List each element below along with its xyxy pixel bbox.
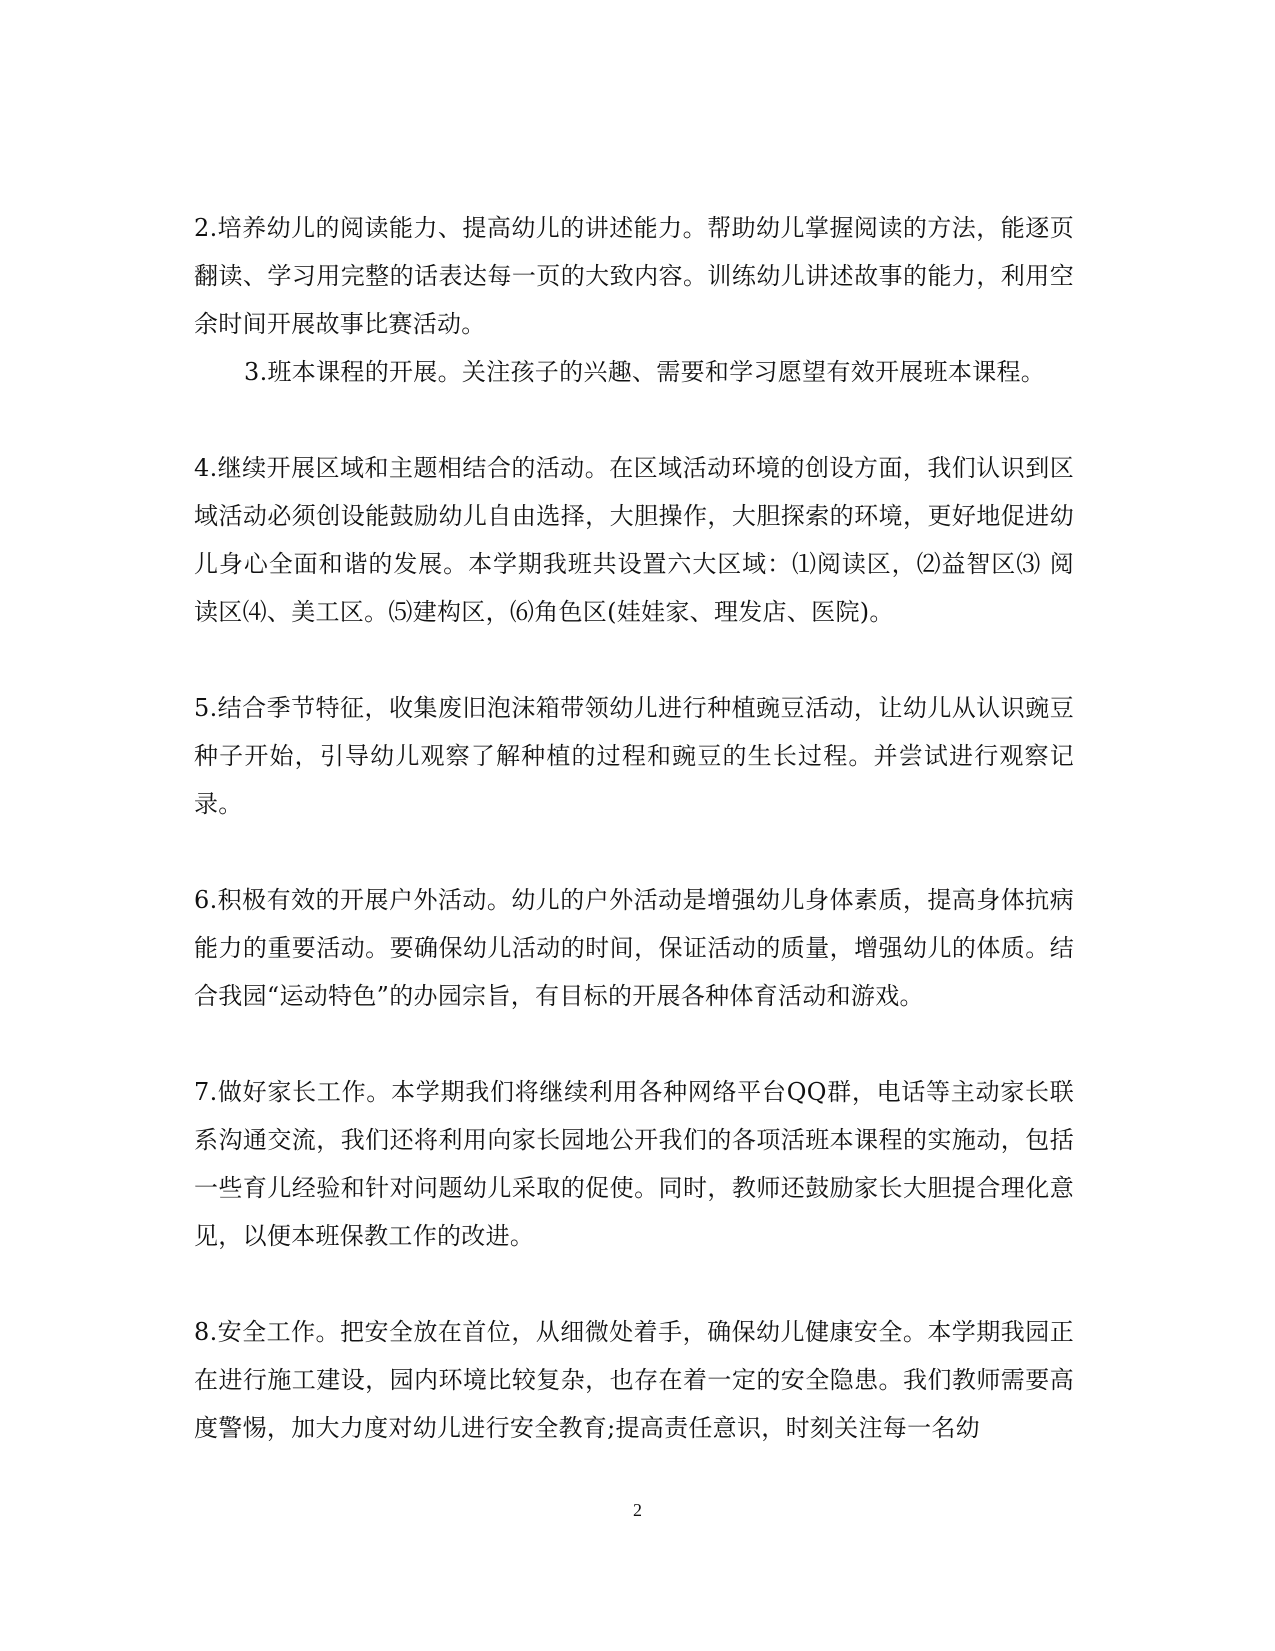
page-number: 2	[633, 1500, 642, 1520]
paragraph-outdoor-activities: 6.积极有效的开展户外活动。幼儿的户外活动是增强幼儿身体素质，提高身体抗病能力的重要活动。要确保幼儿活动的时间，保证活动的质量，增强幼儿的体质。结合我园“运动特色”的办园宗旨，有目标的开展各种体育活动和游戏。	[194, 886, 1074, 1010]
paragraph-planting-peas: 5.结合季节特征，收集废旧泡沫箱带领幼儿进行种植豌豆活动，让幼儿从认识豌豆种子开始，引导幼儿观察了解种植的过程和豌豆的生长过程。并尝试进行观察记录。	[194, 694, 1074, 818]
paragraph-parent-work: 7.做好家长工作。本学期我们将继续利用各种网络平台QQ群，电话等主动家长联系沟通交流，我们还将利用向家长园地公开我们的各项活班本课程的实施动，包括一些育儿经验和针对问题幼儿采取的促使。同时，教师还鼓励家长大胆提合理化意见，以便本班保教工作的改进。	[194, 1078, 1074, 1250]
paragraph-area-activities: 4.继续开展区域和主题相结合的活动。在区域活动环境的创设方面，我们认识到区域活动必须创设能鼓励幼儿自由选择，大胆操作，大胆探索的环境，更好地促进幼儿身心全面和谐的发展。本学期我班共设置六大区域：⑴阅读区，⑵益智区⑶ 阅读区⑷、美工区。⑸建构区，⑹角色区(娃娃家、理发店、医院)。	[194, 454, 1074, 626]
paragraph-class-curriculum: 3.班本课程的开展。关注孩子的兴趣、需要和学习愿望有效开展班本课程。	[244, 358, 1046, 386]
paragraph-safety-work: 8.安全工作。把安全放在首位，从细微处着手，确保幼儿健康安全。本学期我园正在进行施工建设，园内环境比较复杂，也存在着一定的安全隐患。我们教师需要高度警惕，加大力度对幼儿进行安全教育;提高责任意识，时刻关注每一名幼	[194, 1318, 1074, 1442]
paragraph-reading-ability: 2.培养幼儿的阅读能力、提高幼儿的讲述能力。帮助幼儿掌握阅读的方法，能逐页翻读、学习用完整的话表达每一页的大致内容。训练幼儿讲述故事的能力，利用空余时间开展故事比赛活动。	[194, 214, 1074, 338]
